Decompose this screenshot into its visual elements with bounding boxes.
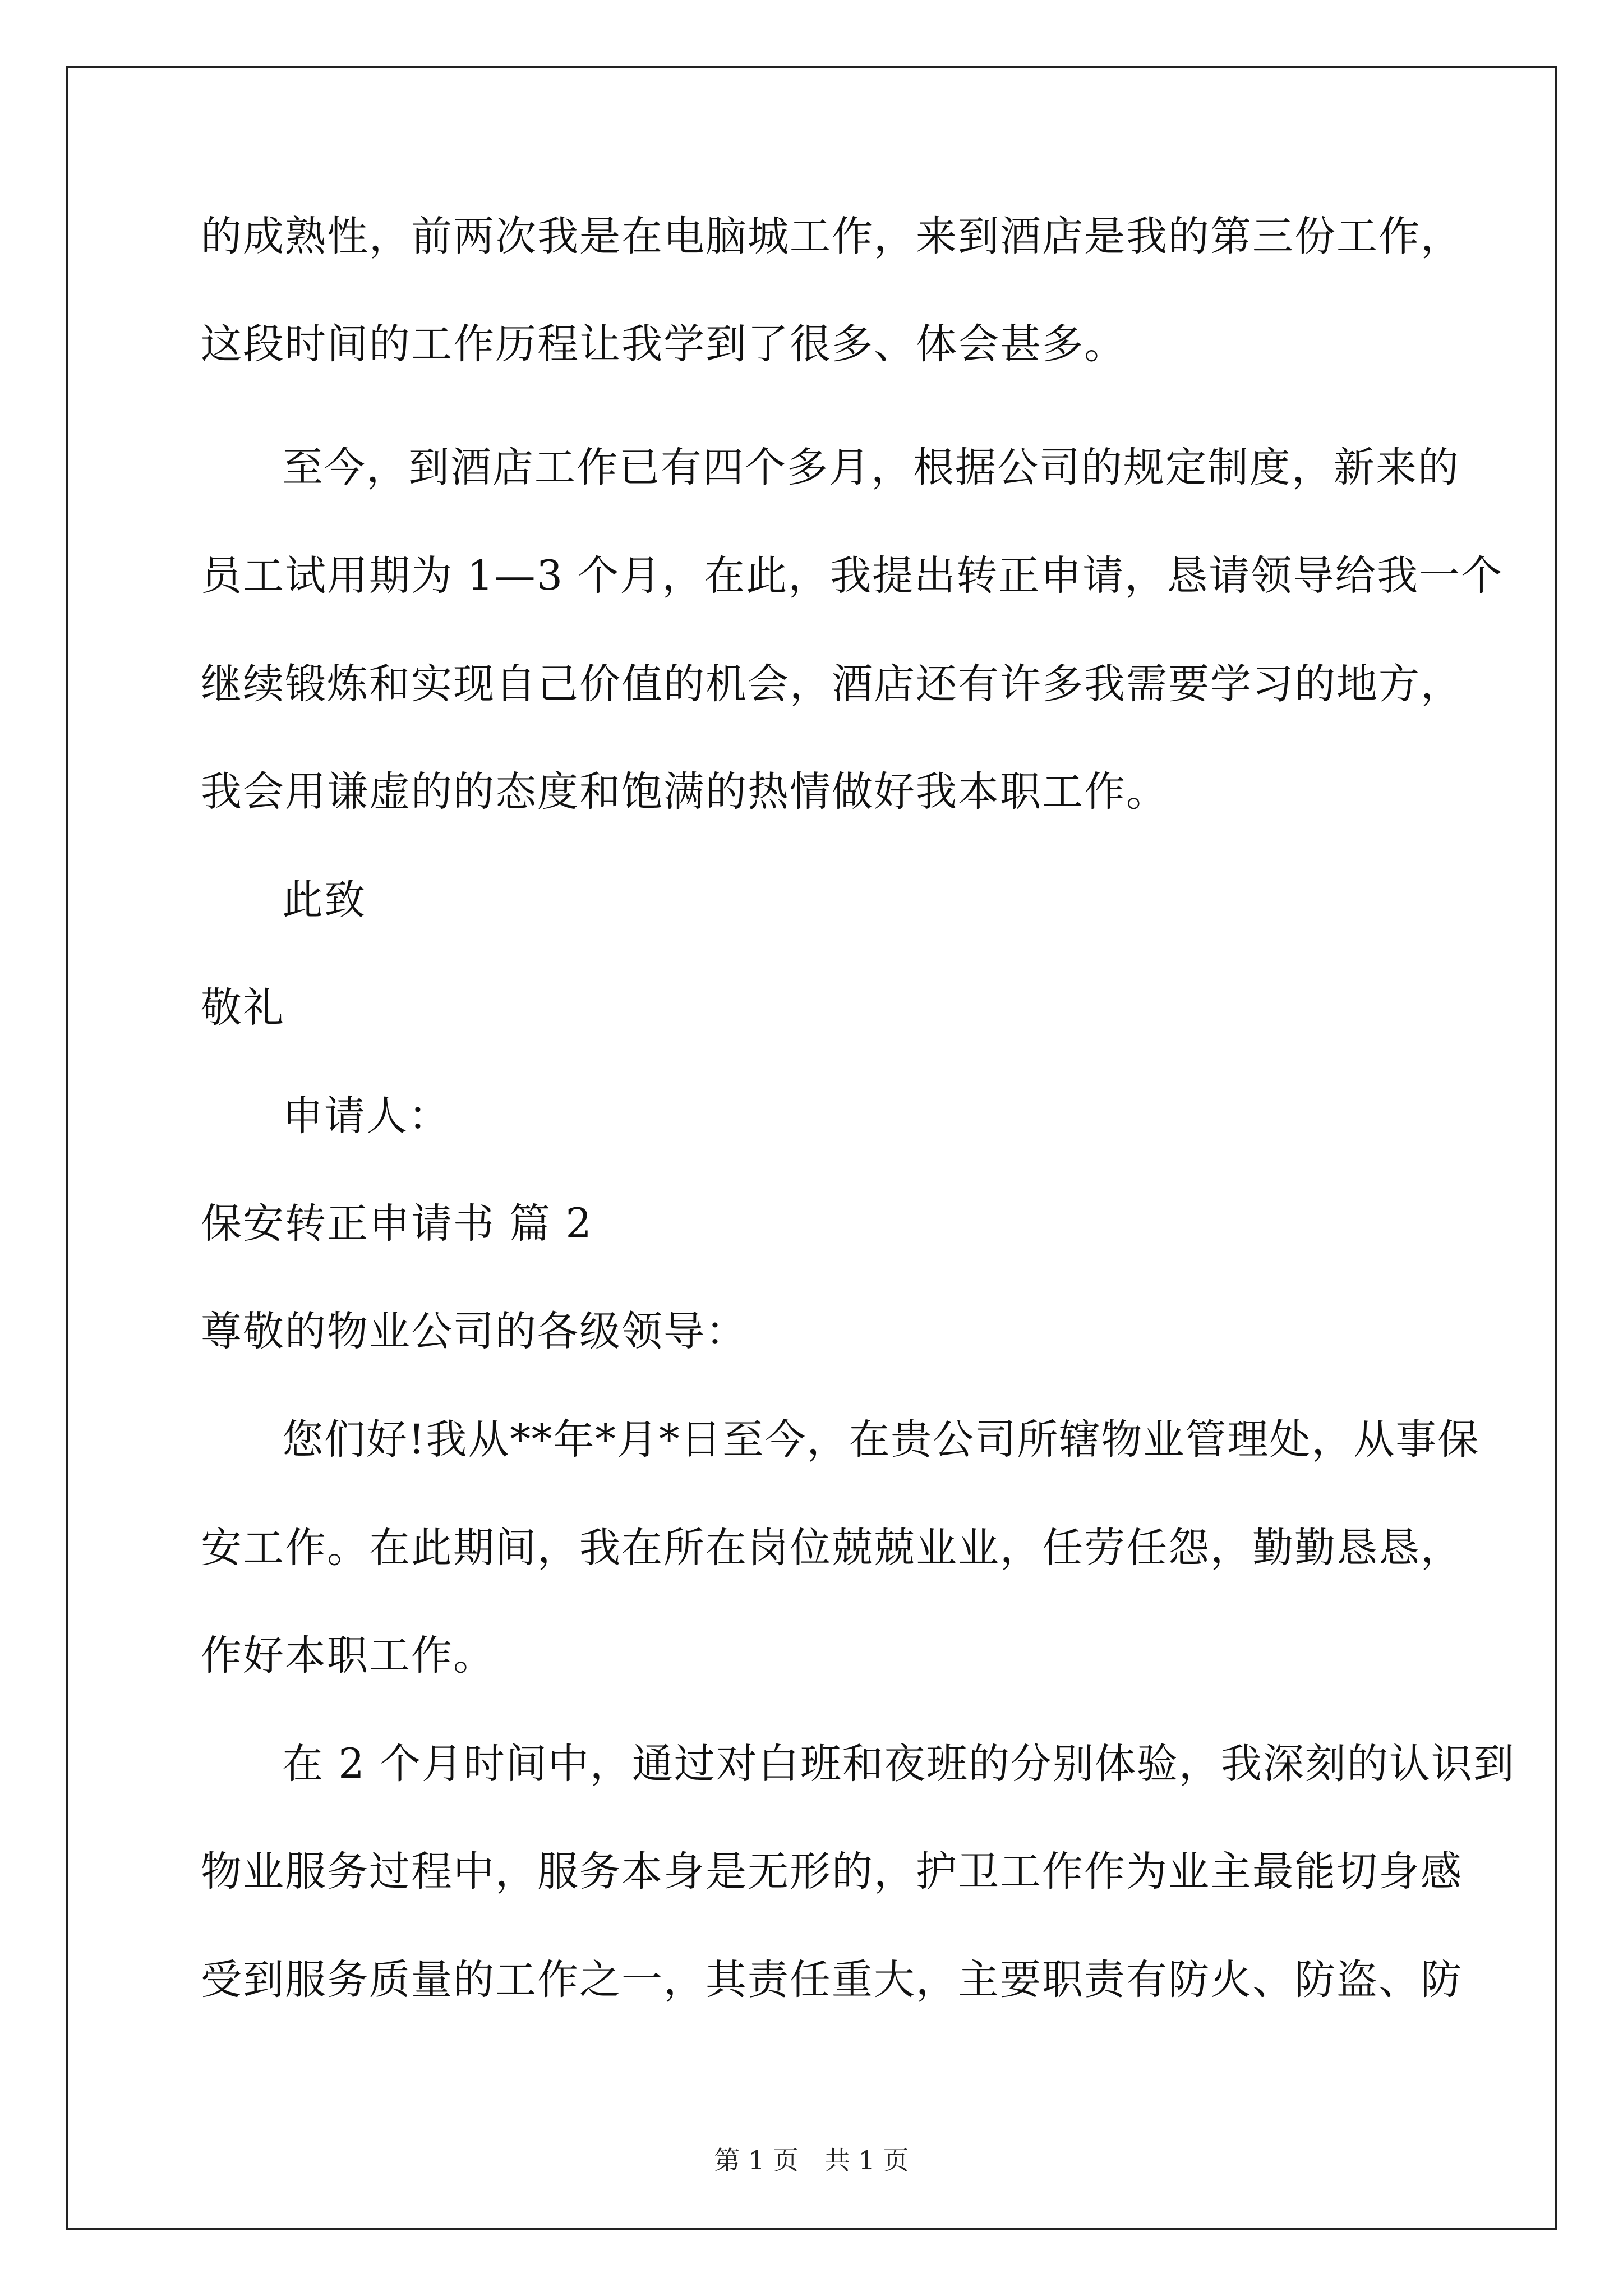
text-line: 您们好!我从**年*月*日至今，在贵公司所辖物业管理处，从事保 [282,1416,1480,1464]
text-line: 这段时间的工作历程让我学到了很多、体会甚多。 [201,320,1126,368]
text-line: 受到服务质量的工作之一，其责任重大，主要职责有防火、防盗、防 [201,1956,1463,2004]
text-line: 在 2 个月时间中，通过对白班和夜班的分别体验，我深刻的认识到 [282,1740,1515,1788]
text-line: 申请人： [282,1092,450,1140]
salutation: 尊敬的物业公司的各级领导： [201,1308,748,1355]
page-border [66,66,1557,2230]
text-line: 物业服务过程中，服务本身是无形的，护卫工作作为业主最能切身感 [201,1848,1463,1895]
text-line: 此致 [282,876,366,924]
text-line: 敬礼 [201,984,285,1032]
text-line: 我会用谦虚的的态度和饱满的热情做好我本职工作。 [201,768,1168,816]
text-line: 继续锻炼和实现自己价值的机会，酒店还有许多我需要学习的地方， [201,660,1463,708]
page-footer: 第 1 页 共 1 页 [714,2145,909,2175]
text-line: 至今，到酒店工作已有四个多月，根据公司的规定制度，新来的 [282,444,1460,491]
text-line: 的成熟性，前两次我是在电脑城工作，来到酒店是我的第三份工作， [201,213,1463,260]
text-line: 员工试用期为 1—3 个月，在此，我提出转正申请，恳请领导给我一个 [201,552,1504,600]
text-line: 安工作。在此期间，我在所在岗位兢兢业业，任劳任怨，勤勤恳恳， [201,1524,1463,1572]
section-heading: 保安转正申请书 篇 2 [201,1200,593,1248]
text-line: 作好本职工作。 [201,1632,495,1680]
